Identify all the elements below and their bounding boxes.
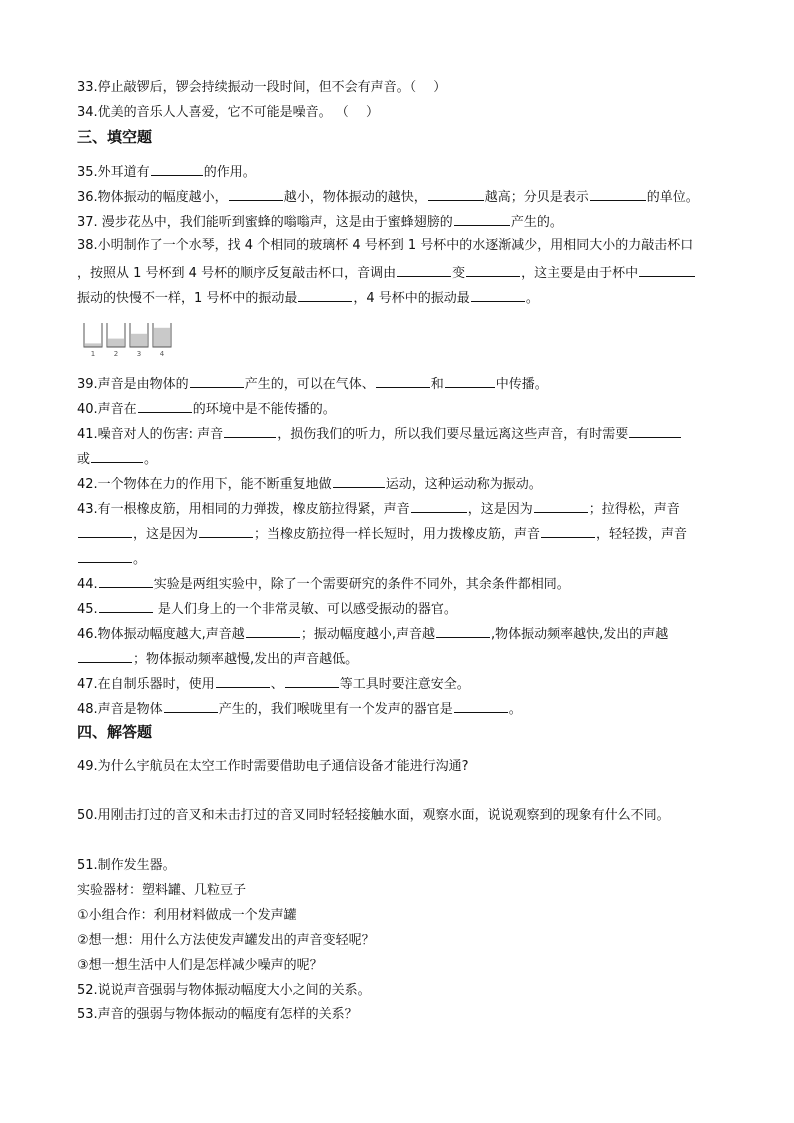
q36-text-b: 越小，物体振动的越快， bbox=[283, 190, 427, 205]
question-50: 50.用刚击打过的音叉和未击打过的音叉同时轻轻接触水面，观察水面，说说观察到的现象有什么不同。 bbox=[77, 808, 670, 823]
answer-blank[interactable] bbox=[78, 525, 132, 538]
answer-blank[interactable] bbox=[229, 188, 283, 201]
q43-text-d: ，这是因为 bbox=[133, 527, 199, 542]
cup-label: 3 bbox=[136, 350, 142, 358]
answer-blank[interactable] bbox=[534, 500, 588, 513]
answer-blank[interactable] bbox=[445, 375, 495, 388]
glass-cup bbox=[153, 323, 171, 358]
q42-text-a: 42.一个物体在力的作用下，能不断重复地做 bbox=[77, 477, 332, 492]
cup-label: 2 bbox=[113, 350, 119, 358]
question-35 bbox=[77, 163, 256, 181]
question-38-line-2 bbox=[77, 264, 696, 282]
answer-blank[interactable] bbox=[199, 525, 253, 538]
q36-text-c: 越高；分贝是表示 bbox=[484, 190, 589, 205]
answer-blank[interactable] bbox=[99, 600, 153, 613]
question-37 bbox=[77, 213, 563, 231]
cup-outline bbox=[84, 323, 102, 347]
cup-water bbox=[85, 343, 101, 347]
question-33: 33.停止敲锣后，锣会持续振动一段时间，但不会有声音。（ ） bbox=[77, 80, 447, 95]
q44-text-a: 44. bbox=[77, 577, 98, 592]
cup-water bbox=[131, 334, 147, 347]
answer-blank[interactable] bbox=[78, 650, 132, 663]
q45-text-a: 45. bbox=[77, 602, 98, 617]
cup-label: 4 bbox=[159, 350, 165, 358]
answer-blank[interactable] bbox=[397, 264, 451, 277]
answer-blank[interactable] bbox=[466, 264, 520, 277]
q38-text-f: 。 bbox=[525, 291, 539, 306]
answer-blank[interactable] bbox=[471, 289, 525, 302]
answer-blank[interactable] bbox=[164, 700, 218, 713]
answer-blank[interactable] bbox=[541, 525, 595, 538]
answer-blank[interactable] bbox=[99, 575, 153, 588]
question-40 bbox=[77, 400, 336, 418]
answer-blank[interactable] bbox=[216, 675, 270, 688]
answer-blank[interactable] bbox=[91, 450, 143, 463]
q44-text-b: 实验是两组实验中，除了一个需要研究的条件不同外，其余条件都相同。 bbox=[153, 577, 570, 592]
answer-blank[interactable] bbox=[411, 500, 467, 513]
answer-blank[interactable] bbox=[376, 375, 430, 388]
q42-text-b: 运动，这种运动称为振动。 bbox=[385, 477, 542, 492]
q39-text-c: 和 bbox=[430, 377, 444, 392]
q36-text-a: 36.物体振动的幅度越小， bbox=[77, 190, 228, 205]
answer-blank[interactable] bbox=[428, 188, 484, 201]
q38-text-e: ，4 号杯中的振动最 bbox=[353, 291, 470, 306]
q38-text-d: 振动的快慢不一样，1 号杯中的振动最 bbox=[77, 291, 298, 306]
q47-text-b: 、 bbox=[270, 677, 284, 692]
answer-blank[interactable] bbox=[436, 625, 490, 638]
q35-text-a: 35.外耳道有 bbox=[77, 165, 150, 180]
answer-blank[interactable] bbox=[298, 289, 352, 302]
q41-text-c: 或 bbox=[77, 452, 91, 467]
q38-text-b: 变 bbox=[452, 266, 466, 281]
question-51-step-1: ①小组合作：利用材料做成一个发声罐 bbox=[77, 908, 297, 923]
glass-cup bbox=[84, 323, 102, 358]
question-48 bbox=[77, 700, 522, 718]
q48-text-a: 48.声音是物体 bbox=[77, 702, 163, 717]
q39-text-b: 产生的，可以在气体、 bbox=[244, 377, 375, 392]
glass-cup bbox=[107, 323, 125, 358]
question-36 bbox=[77, 188, 699, 206]
q35-text-b: 的作用。 bbox=[203, 165, 256, 180]
answer-blank[interactable] bbox=[454, 213, 510, 226]
question-44 bbox=[77, 575, 570, 593]
question-47 bbox=[77, 675, 470, 693]
answer-blank[interactable] bbox=[333, 475, 385, 488]
q39-text-a: 39.声音是由物体的 bbox=[77, 377, 189, 392]
answer-blank[interactable] bbox=[224, 425, 276, 438]
q43-text-g: 。 bbox=[133, 552, 147, 567]
answer-blank[interactable] bbox=[454, 700, 508, 713]
question-51-step-3: ③想一想生活中人们是怎样减少噪声的呢？ bbox=[77, 958, 323, 973]
answer-blank[interactable] bbox=[78, 550, 132, 563]
answer-blank[interactable] bbox=[190, 375, 244, 388]
question-46-line-2 bbox=[77, 650, 358, 668]
question-39 bbox=[77, 375, 548, 393]
question-51-materials: 实验器材：塑料罐、几粒豆子 bbox=[77, 883, 247, 898]
answer-blank[interactable] bbox=[590, 188, 646, 201]
answer-blank[interactable] bbox=[285, 675, 339, 688]
q40-text-b: 的环境中是不能传播的。 bbox=[192, 402, 336, 417]
section-fill-in-blank-heading: 三、填空题 bbox=[77, 128, 153, 146]
question-41-line-1 bbox=[77, 425, 682, 443]
answer-blank[interactable] bbox=[639, 264, 695, 277]
question-43-line-1 bbox=[77, 500, 680, 518]
q37-text-b: 产生的。 bbox=[510, 215, 563, 230]
question-38-line-1: 38.小明制作了一个水琴，找 4 个相同的玻璃杯 4 号杯到 1 号杯中的水逐渐减少，用相同大小的力敲击杯口 bbox=[77, 238, 694, 253]
question-41-line-2 bbox=[77, 450, 157, 468]
water-glasses-figure bbox=[82, 321, 174, 359]
q45-text-b: 是人们身上的一个非常灵敏、可以感受振动的器官。 bbox=[153, 602, 457, 617]
answer-blank[interactable] bbox=[629, 425, 681, 438]
question-38-line-3 bbox=[77, 289, 539, 307]
q46-text-b: ；振动幅度越小,声音越 bbox=[300, 627, 435, 642]
glass-cup bbox=[130, 323, 148, 358]
q48-text-b: 产生的，我们喉咙里有一个发声的器官是 bbox=[218, 702, 453, 717]
question-49: 49.为什么宇航员在太空工作时需要借助电子通信设备才能进行沟通? bbox=[77, 759, 469, 774]
q41-text-d: 。 bbox=[144, 452, 158, 467]
question-42 bbox=[77, 475, 542, 493]
answer-blank[interactable] bbox=[246, 625, 300, 638]
q37-text-a: 37. 漫步花丛中，我们能听到蜜蜂的嗡嗡声，这是由于蜜蜂翅膀的 bbox=[77, 215, 453, 230]
q40-text-a: 40.声音在 bbox=[77, 402, 137, 417]
question-51-step-2: ②想一想：用什么方法使发声罐发出的声音变轻呢？ bbox=[77, 933, 375, 948]
question-51-title: 51.制作发生器。 bbox=[77, 858, 176, 873]
q47-text-c: 等工具时要注意安全。 bbox=[339, 677, 470, 692]
q46-text-c: ,物体振动频率越快,发出的声越 bbox=[490, 627, 669, 642]
q43-text-c: ；拉得松，声音 bbox=[588, 502, 680, 517]
q43-text-b: ，这是因为 bbox=[467, 502, 533, 517]
question-52: 52.说说声音强弱与物体振动幅度大小之间的关系。 bbox=[77, 983, 371, 998]
section-answer-questions-heading: 四、解答题 bbox=[77, 723, 153, 741]
cup-label: 1 bbox=[90, 350, 96, 358]
q41-text-b: ，损伤我们的听力，所以我们要尽量远离这些声音，有时需要 bbox=[277, 427, 629, 442]
question-45 bbox=[77, 600, 457, 618]
q41-text-a: 41.噪音对人的伤害: 声音 bbox=[77, 427, 224, 442]
question-34: 34.优美的音乐人人喜爱，它不可能是噪音。 （ ） bbox=[77, 105, 379, 120]
q46-text-d: ；物体振动频率越慢,发出的声音越低。 bbox=[133, 652, 359, 667]
cup-water bbox=[108, 339, 124, 347]
q38-text-a: ，按照从 1 号杯到 4 号杯的顺序反复敲击杯口，音调由 bbox=[77, 266, 397, 281]
q47-text-a: 47.在自制乐器时，使用 bbox=[77, 677, 215, 692]
q39-text-d: 中传播。 bbox=[495, 377, 548, 392]
question-46-line-1 bbox=[77, 625, 668, 643]
q46-text-a: 46.物体振动幅度越大,声音越 bbox=[77, 627, 245, 642]
answer-blank[interactable] bbox=[138, 400, 192, 413]
q43-text-a: 43.有一根橡皮筋，用相同的力弹拨，橡皮筋拉得紧，声音 bbox=[77, 502, 410, 517]
cup-water bbox=[154, 328, 170, 347]
q43-text-e: ；当橡皮筋拉得一样长短时，用力拨橡皮筋，声音 bbox=[254, 527, 541, 542]
question-43-line-2 bbox=[77, 525, 687, 543]
question-43-line-3 bbox=[77, 550, 146, 568]
q38-text-c: ，这主要是由于杯中 bbox=[521, 266, 639, 281]
question-53: 53.声音的强弱与物体振动的幅度有怎样的关系？ bbox=[77, 1007, 358, 1022]
q36-text-d: 的单位。 bbox=[646, 190, 699, 205]
q48-text-c: 。 bbox=[508, 702, 522, 717]
q43-text-f: ，轻轻拨，声音 bbox=[596, 527, 688, 542]
answer-blank[interactable] bbox=[151, 163, 203, 176]
